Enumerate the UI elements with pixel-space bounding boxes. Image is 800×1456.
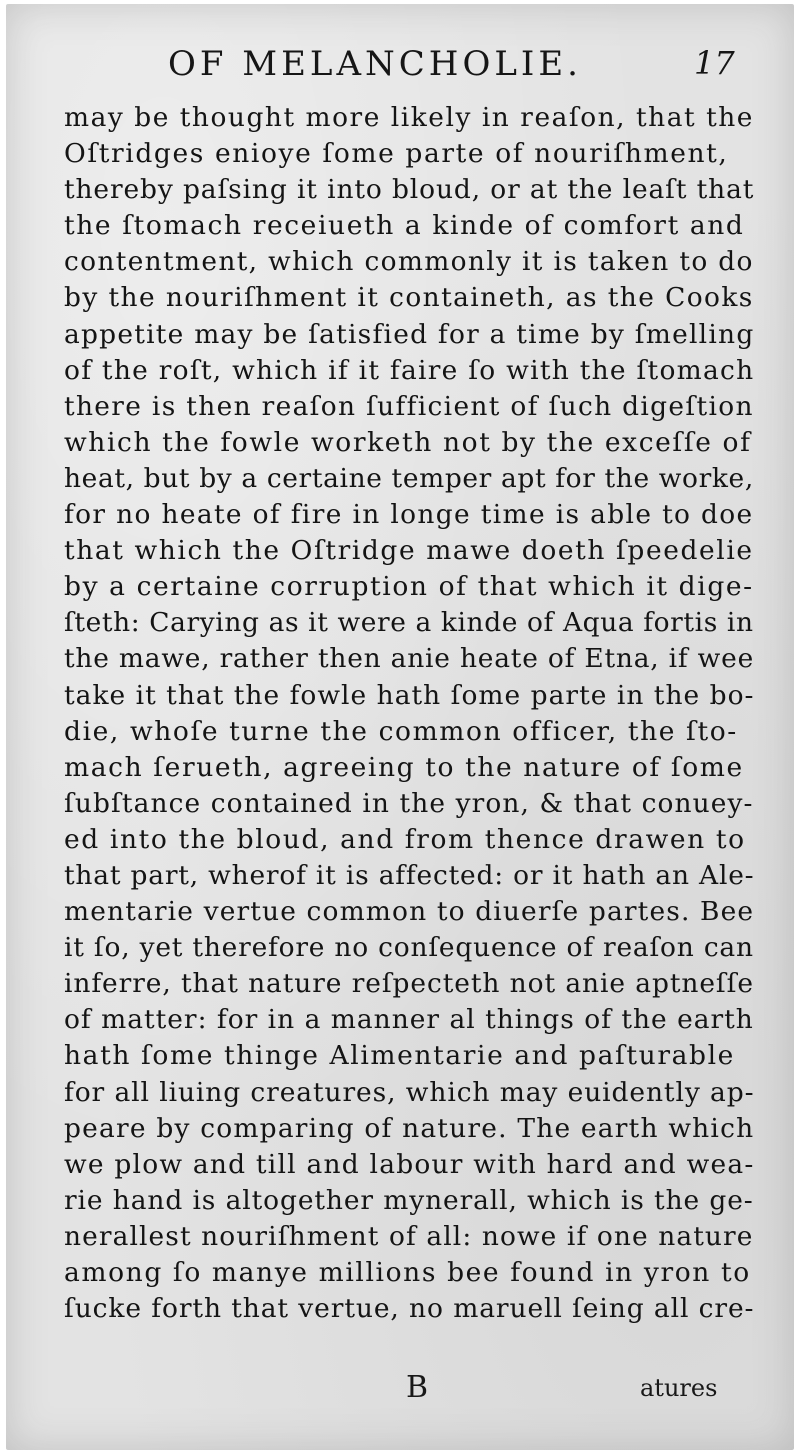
body-text <box>64 100 754 1327</box>
text-line: it ſo, yet therefore no conſequence of reaſon can <box>64 932 754 964</box>
text-line: heat, but by a certaine temper apt for the worke, <box>64 462 754 494</box>
text-line: by a certaine corruption of that which it dige- <box>64 571 754 603</box>
text-line: there is then reaſon ſufficient of ſuch digeſtion <box>64 390 754 422</box>
page-number: 17 <box>694 44 735 82</box>
text-line: appetite may be ſatisfied for a time by ſmelling <box>64 318 755 350</box>
signature-mark: B <box>406 1370 429 1405</box>
text-line: inferre, that nature reſpecteth not anie aptneſſe <box>64 968 754 1000</box>
text-line: die, whoſe turne the common officer, the ſto- <box>64 715 738 747</box>
page-footer <box>6 1370 794 1410</box>
text-line: for no heate of fire in longe time is able to doe <box>64 499 754 531</box>
text-line: among ſo manye millions bee found in yron to <box>64 1257 751 1288</box>
text-line: hath ſome thinge Alimentarie and paſturable <box>64 1040 735 1072</box>
text-line: may be thought more likely in reaſon, that the <box>64 102 754 133</box>
text-line: peare by comparing of nature. The earth which <box>64 1112 755 1144</box>
catchword: atures <box>640 1374 718 1402</box>
text-line: ſubſtance contained in the yron, & that conuey- <box>64 787 754 819</box>
text-line: we plow and till and labour with hard and wea- <box>64 1148 755 1180</box>
text-line: ſucke forth that vertue, no maruell ſeing all cre- <box>64 1293 755 1325</box>
text-line: mentarie vertue common to diuerſe partes. Bee <box>64 896 755 928</box>
text-line: for all liuing creatures, which may euidently ap- <box>64 1076 755 1108</box>
page-header <box>6 38 794 88</box>
text-line: the mawe, rather then anie heate of Etna, if wee <box>64 643 755 675</box>
text-line: nerallest nouriſhment of all: nowe if one nature <box>64 1220 754 1252</box>
text-line: thereby paſsing it into bloud, or at the leaſt that <box>64 174 755 206</box>
text-line: ſteth: Carying as it were a kinde of Aqua fortis in <box>64 607 754 639</box>
text-line: rie hand is altogether mynerall, which is the ge- <box>64 1184 754 1216</box>
text-line: of the roſt, which if it faire ſo with the ſtomach <box>64 354 755 386</box>
text-line: ed into the bloud, and from thence drawen to <box>64 823 746 855</box>
text-line: contentment, which commonly it is taken to do <box>64 246 754 278</box>
text-line: that which the Oſtridge mawe doeth ſpeedelie <box>64 535 754 567</box>
text-line: the ſtomach receiueth a kinde of comfort and <box>64 210 745 242</box>
text-line: of matter: for in a manner al things of the earth <box>64 1004 754 1036</box>
book-page <box>6 4 794 1450</box>
text-line: take it that the fowle hath ſome parte in the bo- <box>64 679 755 711</box>
text-line: which the fowle worketh not by the exceſſe of <box>64 426 752 458</box>
text-line: Oſtridges enioye ſome parte of nouriſhment, <box>64 138 729 170</box>
text-line: by the nouriſhment it containeth, as the Cooks <box>64 282 754 314</box>
running-head: OF MELANCHOLIE. <box>168 44 582 84</box>
text-line: that part, wherof it is affected: or it hath an Ale- <box>64 859 755 891</box>
text-line: mach ſerueth, agreeing to the nature of ſome <box>64 751 744 783</box>
